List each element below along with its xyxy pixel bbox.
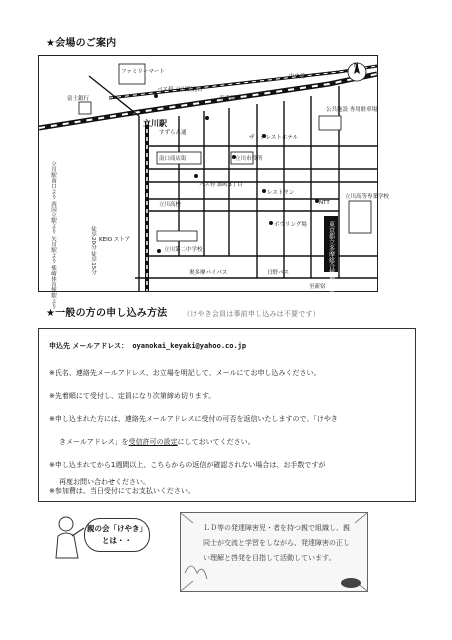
map-label-hs: 立川高等専業学校 [345,194,390,200]
map-label-restaurant: レストラン [267,190,295,196]
apply-line [49,341,246,351]
map-label-nanbu: 南武線 [219,96,236,102]
map-left-walk: 徒歩20分 徒歩15分 [90,226,96,275]
note-line-4 [59,437,255,447]
about-line1: 親の会「けやき」 [87,524,147,533]
apply-label: 申込先 メールアドレス： [49,342,129,350]
note-line-3: ※申し込まれた方には、連絡先メールアドレスに受付の可否を返信いたしますので、「けやき [49,415,338,423]
map-label-okutama: 奥多摩バイパス [189,270,228,276]
map-label-fuji: 富士銀行 [67,96,90,102]
application-title: ★一般の方の申し込み方法 [46,308,168,319]
map-label-jhs: 立川第二中学校 [164,247,203,253]
note-line-7: ※参加費は、当日受付にてお支払いください。 [49,487,195,495]
venue-center-label: 東京都立多摩総合精神保健福祉センター [327,221,335,329]
map-label-bowling: ボウリング場 [274,222,307,228]
about-bubble [84,518,150,552]
application-note: （けやき会員は事前申し込みは不要です） [183,310,320,318]
board-text: ＬＤ等の発達障害児・者を持つ親で組織し、親同士が交流と学習をしながら、発達障害の正しい理解と啓発を目指して活動しています。 [203,524,350,562]
note-line-6: 再度お問い合わせください。 [59,478,150,486]
about-keyaki [48,514,156,558]
map-label-keio: KEIO ストア [99,237,131,243]
map-label-suzuran: すずらん通 [159,130,187,136]
map-label-minami: 南口商店街 [159,156,187,162]
compass-icon [348,62,366,81]
map-left-routes: 立川駅南口より 西国立駅より 矢川駅より 柴崎体育館駅より [50,161,56,310]
venue-heading: ★会場のご案内 [46,38,117,49]
map-label-public: 公共施設 専用駐車場 [326,107,378,113]
map-label-crest: ザ・クレストホテル [249,135,299,141]
map-label-familymart: ファミリーマート [121,69,165,75]
info-board [180,512,368,592]
apply-email[interactable]: oyanokai_keyaki@yahoo.co.jp [132,342,247,350]
receive-setting-text: 受信許可の設定 [128,438,178,446]
beetle-icon [341,578,361,588]
note-line-4b: にしておいてください。 [177,438,255,446]
map-label-ntt: NTT [319,200,330,206]
map-label-bus-north: バス停 立川駅北口 [157,87,203,93]
compass-n: N [354,62,359,69]
map-label-school: 立川高校 [159,202,182,208]
application-box [38,328,416,502]
note-line-1: ※氏名、連絡先メールアドレス、お立場を明記して、メールにてお申し込みください。 [49,369,321,377]
application-heading [46,304,320,319]
note-line-2: ※先着順にて受付し、定員になり次第締め切ります。 [49,392,216,400]
note-line-4a: きメールアドレス」を [59,438,129,446]
map-label-hino: 日野バス [267,270,290,276]
map-label-chuo: 中央線 [289,74,306,80]
about-line2: とは・・ [102,536,132,545]
note-line-5: ※申し込まれてから1週間以上、こちらからの返信が確認されない場合は、お手数ですが [49,461,326,469]
map-label-bus3: バス停 錦町3丁目 [199,182,243,188]
person-icon [48,514,88,560]
map-label-tachikawa-station: 立川駅 [143,119,167,128]
map-label-shinjuku: 至新宿 [309,284,326,290]
map-label-city: 立川市役所 [235,156,263,162]
